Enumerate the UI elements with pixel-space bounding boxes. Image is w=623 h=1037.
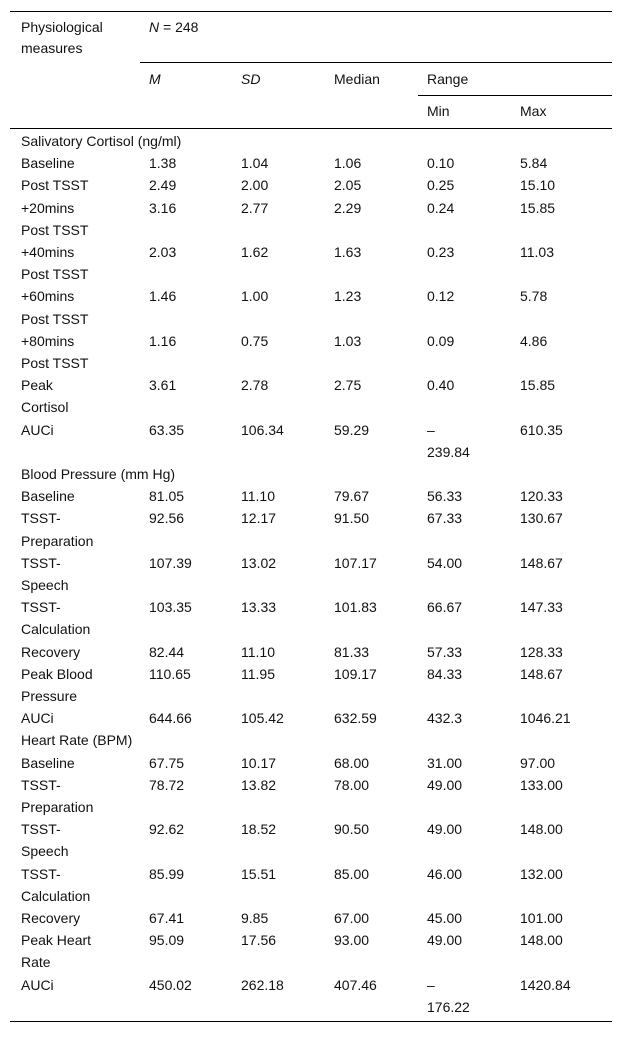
cell-max: 15.85 [520, 377, 556, 394]
cell-median: 101.83 [334, 599, 377, 616]
header-sample-size [149, 17, 198, 38]
cell-max: 148.67 [520, 554, 563, 571]
cell-m: 107.39 [149, 554, 192, 571]
row-label: Baseline [21, 488, 75, 505]
cell-sd: 1.00 [241, 288, 269, 305]
cell-sd: 12.17 [241, 510, 277, 527]
cell-median: 1.23 [334, 288, 362, 305]
cell-max: 130.67 [520, 510, 563, 527]
cell-min: 0.12 [427, 288, 455, 305]
cell-m: 644.66 [149, 710, 192, 727]
row-label: Recovery [21, 643, 81, 660]
cell-m: 67.75 [149, 754, 185, 771]
cell-min: 54.00 [427, 554, 463, 571]
cell-sd: 11.10 [241, 488, 275, 505]
cell-m: 63.35 [149, 421, 185, 438]
cell-max: 15.85 [520, 199, 556, 216]
table-top-rule [10, 11, 612, 12]
row-label: Baseline [21, 754, 75, 771]
row-label: Peak Cortisol [21, 377, 69, 416]
row-label: TSST- Calculation [21, 599, 91, 638]
section-title: Salivatory Cortisol (ng/ml) [21, 133, 182, 149]
cell-max: 148.00 [520, 821, 563, 838]
cell-sd: 105.42 [241, 710, 284, 727]
cell-median: 90.50 [334, 821, 370, 838]
cell-m: 2.49 [149, 177, 177, 194]
cell-m: 78.72 [149, 776, 185, 793]
cell-min: 84.33 [427, 665, 463, 682]
table-bottom-rule [10, 1021, 612, 1022]
cell-m: 3.61 [149, 377, 177, 394]
section-title: Blood Pressure (mm Hg) [21, 466, 176, 482]
cell-median: 59.29 [334, 421, 370, 438]
cell-max: 148.00 [520, 932, 563, 949]
cell-median: 1.63 [334, 244, 362, 260]
cell-median: 78.00 [334, 776, 370, 793]
cell-sd: 17.56 [241, 932, 277, 949]
header-rule-3 [10, 128, 612, 129]
cell-median: 632.59 [334, 710, 377, 727]
n-symbol: N [149, 19, 160, 35]
cell-max: 101.00 [520, 910, 563, 926]
cell-sd: 2.77 [241, 199, 269, 216]
cell-min: 49.00 [427, 776, 463, 793]
cell-median: 91.50 [334, 510, 370, 527]
cell-median: 2.75 [334, 377, 362, 394]
cell-min: 0.09 [427, 332, 455, 349]
cell-max: 132.00 [520, 865, 563, 882]
cell-sd: 1.04 [241, 155, 269, 172]
cell-median: 407.46 [334, 976, 377, 993]
cell-median: 81.33 [334, 643, 370, 660]
cell-m: 1.38 [149, 155, 177, 172]
cell-m: 450.02 [149, 976, 192, 993]
cell-min: 45.00 [427, 910, 463, 926]
cell-min: 49.00 [427, 932, 463, 949]
cell-sd: 18.52 [241, 821, 277, 838]
row-label: +60mins Post TSST [21, 288, 89, 327]
cell-min: 46.00 [427, 865, 463, 882]
cell-sd: 1.62 [241, 244, 269, 260]
cell-max: 128.33 [520, 643, 563, 660]
row-label: TSST- Calculation [21, 865, 91, 904]
cell-min: 31.00 [427, 754, 463, 771]
col-header-mean: M [149, 71, 161, 87]
row-label: TSST- Preparation [21, 510, 94, 549]
cell-sd: 262.18 [241, 976, 284, 993]
cell-max: 148.67 [520, 665, 563, 682]
cell-m: 85.99 [149, 865, 185, 882]
row-label: +40mins Post TSST [21, 244, 89, 283]
cell-max: 15.10 [520, 177, 556, 194]
cell-median: 79.67 [334, 488, 370, 505]
cell-m: 92.62 [149, 821, 185, 838]
cell-median: 1.03 [334, 332, 362, 349]
col-header-max: Max [520, 103, 547, 119]
cell-m: 2.03 [149, 244, 177, 260]
cell-max: 5.84 [520, 155, 548, 172]
row-label: AUCi [21, 976, 54, 993]
cell-m: 81.05 [149, 488, 185, 505]
cell-m: 67.41 [149, 910, 185, 926]
cell-m: 95.09 [149, 932, 185, 949]
cell-min: 67.33 [427, 510, 463, 527]
col-header-median: Median [334, 71, 380, 87]
cell-sd: 2.78 [241, 377, 269, 394]
cell-max: 133.00 [520, 776, 563, 793]
cell-min: 66.67 [427, 599, 463, 616]
row-label: AUCi [21, 710, 54, 727]
cell-median: 1.06 [334, 155, 362, 172]
cell-min: 56.33 [427, 488, 463, 505]
header-rule-1 [140, 62, 612, 63]
cell-median: 2.29 [334, 199, 362, 216]
cell-min: – 239.84 [427, 421, 470, 460]
cell-min: 0.24 [427, 199, 455, 216]
cell-min: 49.00 [427, 821, 463, 838]
cell-median: 2.05 [334, 177, 362, 194]
header-rule-2 [418, 95, 612, 96]
cell-m: 82.44 [149, 643, 185, 660]
cell-m: 103.35 [149, 599, 192, 616]
row-label: TSST- Speech [21, 554, 69, 593]
row-label: AUCi [21, 421, 54, 438]
cell-median: 93.00 [334, 932, 370, 949]
cell-max: 1420.84 [520, 976, 571, 993]
cell-m: 3.16 [149, 199, 177, 216]
cell-m: 1.46 [149, 288, 177, 305]
cell-median: 107.17 [334, 554, 377, 571]
cell-min: 57.33 [427, 643, 463, 660]
cell-sd: 13.02 [241, 554, 277, 571]
row-label: TSST- Preparation [21, 776, 94, 815]
cell-sd: 15.51 [241, 865, 277, 882]
cell-min: 0.23 [427, 244, 455, 260]
cell-max: 4.86 [520, 332, 548, 349]
cell-min: – 176.22 [427, 976, 470, 1015]
cell-min: 432.3 [427, 710, 463, 727]
row-label: +80mins Post TSST [21, 332, 89, 371]
cell-sd: 9.85 [241, 910, 269, 926]
cell-sd: 2.00 [241, 177, 269, 194]
row-label: Post TSST [21, 177, 89, 194]
cell-max: 120.33 [520, 488, 563, 505]
cell-min: 0.25 [427, 177, 455, 194]
cell-median: 109.17 [334, 665, 377, 682]
cell-sd: 11.95 [241, 665, 275, 682]
cell-median: 85.00 [334, 865, 370, 882]
cell-max: 147.33 [520, 599, 563, 616]
cell-sd: 10.17 [241, 754, 277, 771]
n-value: = 248 [159, 19, 199, 35]
cell-max: 5.78 [520, 288, 548, 305]
cell-m: 1.16 [149, 332, 177, 349]
cell-median: 68.00 [334, 754, 370, 771]
col-header-min: Min [427, 103, 450, 119]
row-label: TSST- Speech [21, 821, 69, 860]
col-header-range: Range [427, 71, 469, 87]
cell-min: 0.10 [427, 155, 455, 172]
section-title: Heart Rate (BPM) [21, 732, 133, 749]
col-header-sd: SD [241, 71, 261, 87]
cell-min: 0.40 [427, 377, 455, 394]
row-label: +20mins Post TSST [21, 199, 89, 238]
cell-sd: 0.75 [241, 332, 269, 349]
cell-m: 110.65 [149, 665, 191, 682]
cell-max: 97.00 [520, 754, 556, 771]
header-measures-label: Physiological measures [21, 19, 103, 56]
cell-sd: 106.34 [241, 421, 284, 438]
row-label: Baseline [21, 155, 75, 172]
cell-max: 11.03 [520, 244, 554, 260]
cell-sd: 13.82 [241, 776, 277, 793]
row-label: Peak Blood Pressure [21, 665, 93, 704]
cell-median: 67.00 [334, 910, 370, 926]
cell-max: 610.35 [520, 421, 563, 438]
row-label: Peak Heart Rate [21, 932, 92, 971]
cell-m: 92.56 [149, 510, 185, 527]
row-label: Recovery [21, 910, 81, 926]
cell-sd: 11.10 [241, 643, 275, 660]
cell-max: 1046.21 [520, 710, 571, 727]
cell-sd: 13.33 [241, 599, 277, 616]
